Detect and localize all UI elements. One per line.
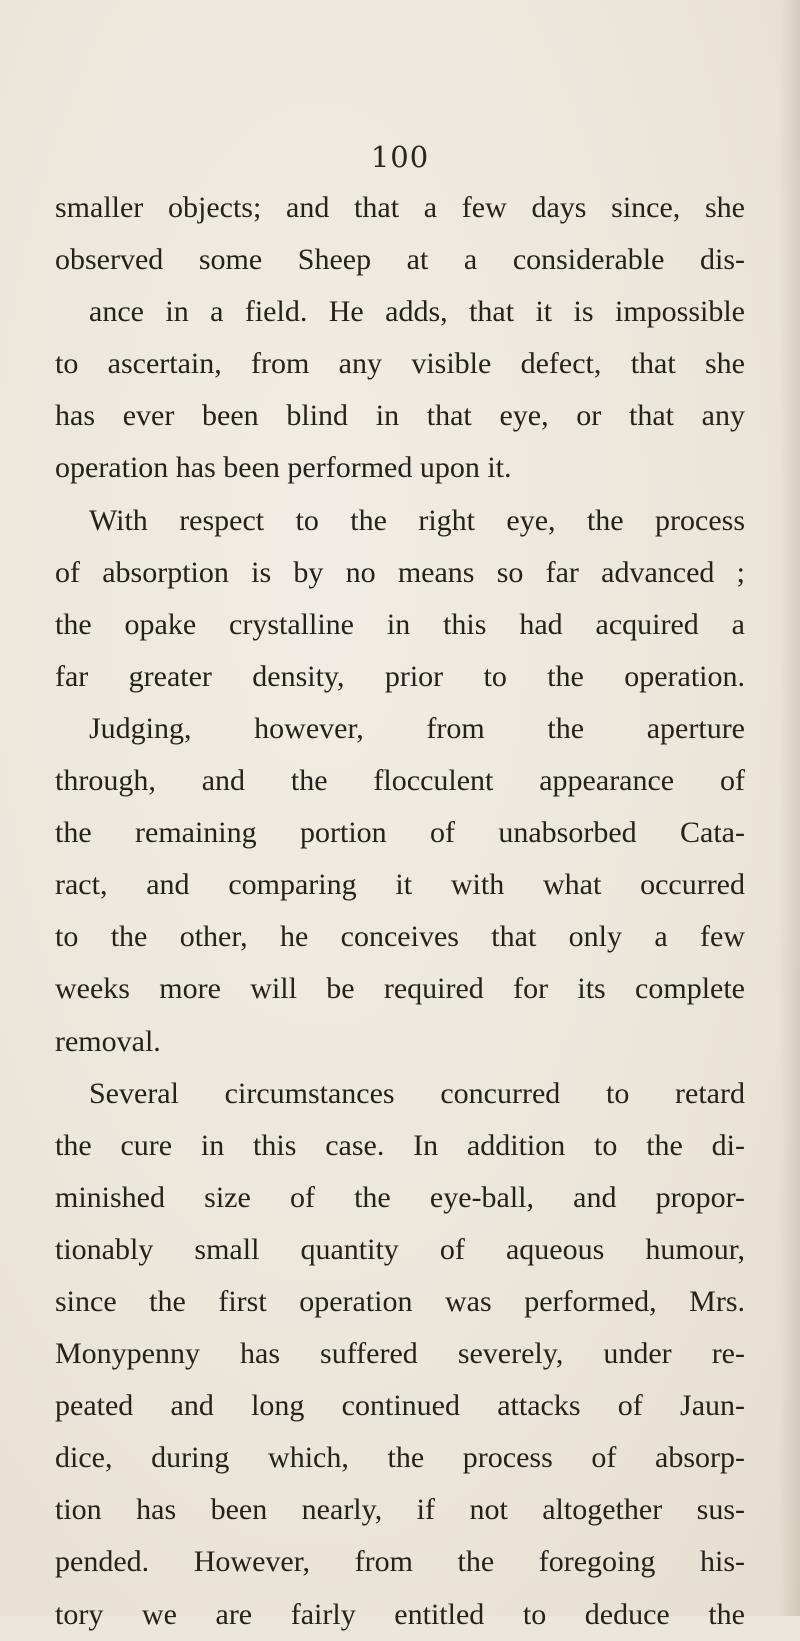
- text-line: removal.: [55, 1024, 161, 1058]
- body-text: [55, 182, 745, 1641]
- text-line: to the other, he conceives that only a few: [55, 920, 745, 954]
- text-line: With respect to the right eye, the process: [89, 503, 745, 537]
- text-line: the opake crystalline in this had acquired a: [55, 607, 745, 641]
- text-line: Monypenny has suffered severely, under re-: [55, 1337, 745, 1371]
- page-number: 100: [370, 140, 430, 174]
- text-line: the cure in this case. In addition to the di-: [55, 1128, 745, 1162]
- text-line: tion has been nearly, if not altogether sus-: [55, 1493, 745, 1527]
- text-line: Several circumstances concurred to retard: [89, 1076, 745, 1110]
- text-line: dice, during which, the process of absorp-: [55, 1441, 745, 1475]
- text-line: pended. However, from the foregoing his-: [55, 1545, 745, 1579]
- text-line: operation has been performed upon it.: [55, 451, 512, 485]
- text-line: tionably small quantity of aqueous humour,: [55, 1232, 745, 1266]
- text-line: far greater density, prior to the operation.: [55, 659, 745, 693]
- text-line: peated and long continued attacks of Jaun-: [55, 1389, 745, 1423]
- text-line: smaller objects; and that a few days since, she: [55, 191, 745, 224]
- page-edge-shadow: [778, 0, 800, 1616]
- text-line: since the first operation was performed, Mrs.: [55, 1284, 745, 1318]
- text-line: has ever been blind in that eye, or that any: [55, 399, 745, 433]
- text-line: ance in a field. He adds, that it is impossible: [89, 295, 745, 329]
- text-line: of absorption is by no means so far advanced ;: [55, 555, 745, 589]
- text-line: ract, and comparing it with what occurred: [55, 868, 745, 902]
- text-line: weeks more will be required for its complete: [55, 972, 745, 1006]
- text-line: Judging, however, from the aperture: [89, 711, 745, 745]
- text-line: the remaining portion of unabsorbed Cata-: [55, 816, 745, 850]
- text-line: observed some Sheep at a considerable dis-: [55, 243, 745, 277]
- text-line: tory we are fairly entitled to deduce the: [55, 1597, 745, 1631]
- text-line: minished size of the eye-ball, and propor-: [55, 1180, 745, 1214]
- text-line: through, and the flocculent appearance of: [55, 764, 745, 798]
- text-line: to ascertain, from any visible defect, that she: [55, 347, 745, 381]
